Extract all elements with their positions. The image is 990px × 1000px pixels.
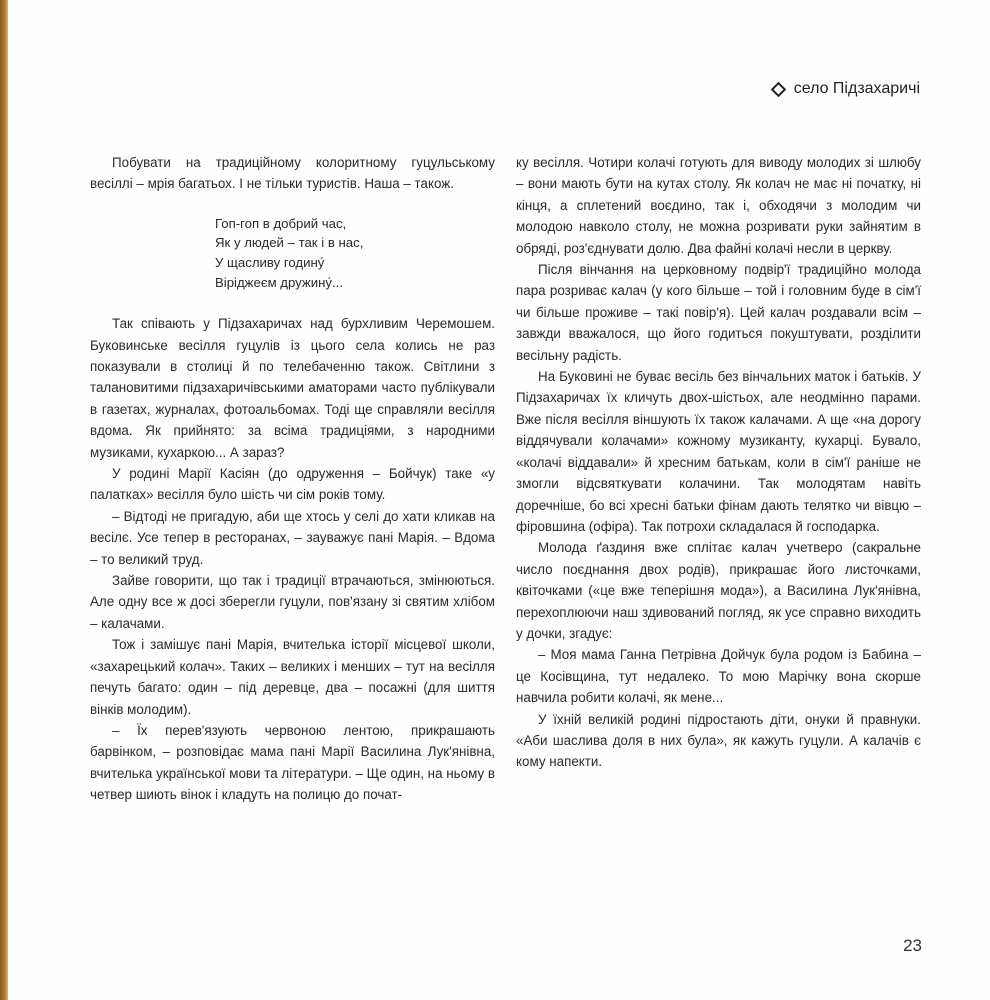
diamond-bullet-icon xyxy=(770,81,786,97)
intro-paragraph: Побувати на традиційному колоритному гуцульському весіллі – мрія багатьох. І не тільки туристів. Наша – також. xyxy=(90,155,495,192)
body-paragraph: Після вінчання на церковному подвір'ї традиційно молода пара розриває калач (у кого більше – той і головним буде в сім'ї чи більше проживе – такі повір'я). Цей калач роздавали всім – завжди вважалося, що його годиться покуштувати, розділити весільну радість. xyxy=(516,262,921,363)
book-spine-edge xyxy=(0,0,8,1000)
poem-line: Віріджеєм дружину́... xyxy=(215,274,343,290)
body-paragraph: – Їх перев'язують червоною лентою, прикрашають барвінком, – розповідає мама пані Марії Василина Лук'янівна, вчителька української мови та літератури. – Ще один, на ньому в четвер шиють вінок і кладуть на полицю до почат- xyxy=(90,722,495,803)
poem-line: Гоп-гоп в добрий час, xyxy=(215,215,347,231)
body-paragraph: Тож і замішує пані Марія, вчителька історії місцевої школи, «захарецький колач». Таких – великих і менших – тут на весілля печуть багато: один – під деревце, два – посажні (для шиття вінків молодим). xyxy=(90,637,495,717)
body-paragraph: На Буковині не буває весіль без вінчальних маток і батьків. У Підзахаричах їх кличуть двох-шістьох, але неодмінно парами. Вже після весілля віншують їх також калачами. А ще «на дорогу віддячували колачами» кожному музиканту, кухарці. Бувало, «колачі віддавали» й хресним батькам, коли в сім'ї раніше не змогли відсвяткувати колачини. Так молодятам навіть доречніше, бо всі хресні батьки фінам дають телятко чи вівцю – фіровшина (офіра). Так потрохи складалася й господарка. xyxy=(516,369,921,534)
body-paragraph: У їхній великій родині підростають діти, онуки й правнуки. «Аби шаслива доля в них була», як кажуть гуцули. А калачів є кому напекти. xyxy=(516,711,921,770)
body-paragraph: Молода ґаздиня вже сплітає калач учетверо (сакральне число поєднання двох родів), прикрашає його листочками, квіточками («це вже теперішня мода»), а Василина Лук'янівна, перехоплюючи наш здивований погляд, як усе справно виходить у дочки, згадує: xyxy=(516,540,921,641)
poem-verse xyxy=(215,214,495,292)
body-paragraph: – Відтоді не пригадую, аби ще хтось у селі до хати кликав на весілє. Усе тепер в ресторанах, – зауважує пані Марія. – Вдома – то великий труд. xyxy=(90,508,495,567)
page-number: 23 xyxy=(903,936,922,955)
section-title: село Підзахаричі xyxy=(793,80,920,97)
body-paragraph: Зайве говорити, що так і традиції втрачаються, змінюються. Але одну все ж досі зберегли гуцули, пов'язану зі святим хлібом – калачами. xyxy=(90,573,495,631)
right-column xyxy=(516,152,921,773)
continued-paragraph: ку весілля. Чотири колачі готують для виводу молодих зі шлюбу – вони мають бути на кутах столу. Як колач не має ні початку, ні кінця, а сплетений воєдино, так і, обходячи з молодим чи молодою навколо столу, не можна розривати руки зайнятим в обряді, роз'єднувати долю. Два файні колачі несли в церкву. xyxy=(516,155,921,256)
body-paragraph: – Моя мама Ганна Петрівна Дойчук була родом із Бабина – це Косівщина, тут недалеко. То мою Марічку вона скорше навчила робити колачі, як мене... xyxy=(516,647,921,706)
poem-line: У щасливу годину́ xyxy=(215,255,325,270)
body-paragraph: Так співають у Підзахаричах над бурхливим Черемошем. Буковинське весілля гуцулів із цього села колись не раз показували в столиці й по телебаченню також. Світлини з талановитими підзахаричівськими аматорами часто публікували в газетах, журналах, фотоальбомах. Тоді ще справляли весілля вдома. Як прийнято: за всіма традиціями, з народними музиками, кухаркою... А зараз? xyxy=(90,316,495,460)
left-column xyxy=(90,152,495,806)
poem-line: Як у людей – так і в нас, xyxy=(215,235,364,251)
body-paragraph: У родині Марії Касіян (до одруження – Бойчук) таке «у палатках» весілля було шість чи сім років тому. xyxy=(90,466,495,503)
section-header xyxy=(773,80,920,98)
